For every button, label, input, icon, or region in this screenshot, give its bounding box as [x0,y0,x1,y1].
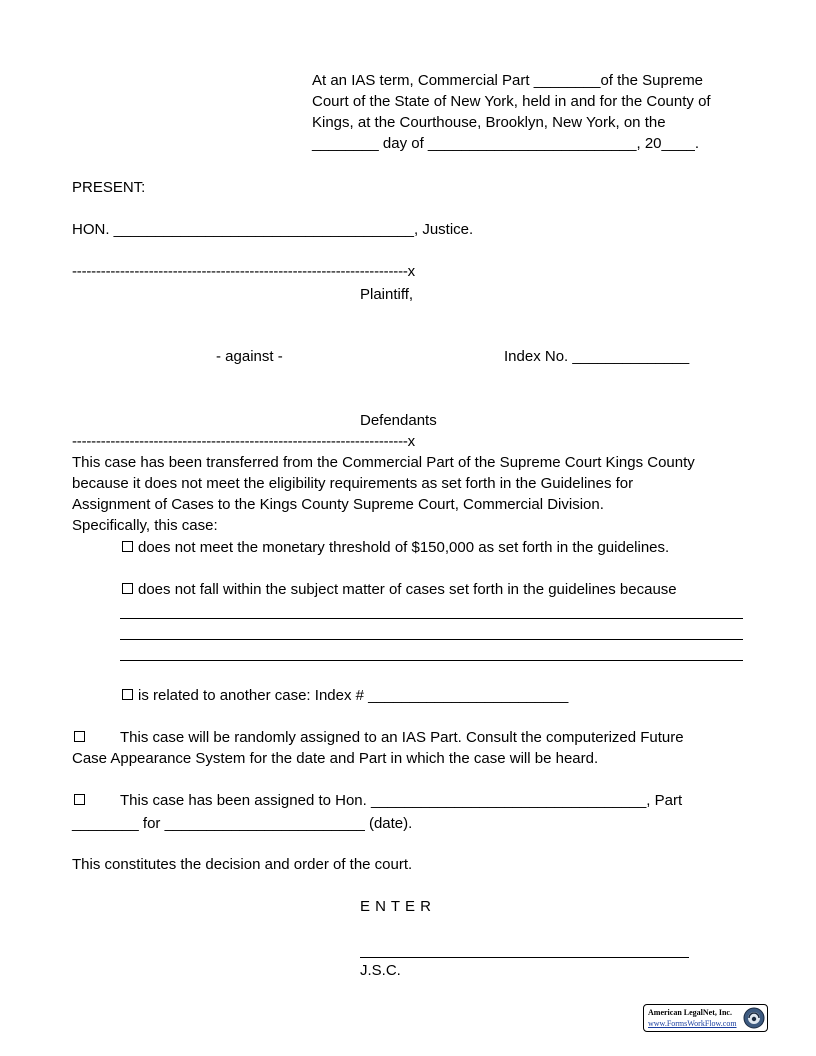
transfer-paragraph [72,452,752,536]
caption-line-1: At an IAS term, Commercial Part ________of the Supreme [312,72,704,89]
reason-blank-line-2[interactable] [120,639,743,640]
transfer-line-2: because it does not meet the eligibility requirements as set forth in the Guidelines for [72,475,634,492]
assigned-hon-line-2: ________ for ________________________ (date). [72,815,413,832]
random-assign-line-1: This case will be randomly assigned to an IAS Part. Consult the computerized Future [120,729,684,746]
caption-line-2: Court of the State of New York, held in and for the County of [312,93,711,110]
option-monetary [122,537,669,558]
against-label: - against - [216,348,283,365]
hon-justice-line: HON. ____________________________________, Justice. [72,221,474,238]
reason-blank-line-3[interactable] [120,660,743,661]
reason-blank-line-1[interactable] [120,618,743,619]
option-related [122,685,568,706]
caption-line-4: ________ day of _________________________, 20____. [312,135,700,152]
option-monetary-text: does not meet the monetary threshold of $150,000 as set forth in the guidelines. [138,539,670,556]
option-related-text: is related to another case: Index # ________________________ [138,687,569,704]
assigned-hon-line-1: This case has been assigned to Hon. _________________________________, Part [120,792,683,809]
related-case-checkbox[interactable] [122,689,133,700]
assigned-hon-paragraph [72,790,752,834]
enter-label: E N T E R [360,898,432,915]
separator-bottom: ----------------------------------------------------------------------x [72,433,415,450]
random-assign-paragraph [72,727,752,769]
logo-website-link[interactable]: www.FormsWorkFlow.com [648,1019,737,1028]
option-subject-matter [122,579,677,600]
defendants-label: Defendants [360,412,437,429]
signature-line[interactable] [360,957,689,958]
caption-line-3: Kings, at the Courthouse, Brooklyn, New York, on the [312,114,666,131]
logo-company-name: American LegalNet, Inc. [648,1008,732,1017]
american-legalnet-logo[interactable] [643,1004,768,1032]
subject-matter-checkbox[interactable] [122,583,133,594]
transfer-line-1: This case has been transferred from the Commercial Part of the Supreme Court Kings County [72,454,695,471]
court-caption [312,70,752,154]
transfer-line-4: Specifically, this case: [72,517,218,534]
index-number-line: Index No. ______________ [504,348,690,365]
decision-statement: This constitutes the decision and order of the court. [72,856,413,873]
option-subject-matter-text: does not fall within the subject matter of cases set forth in the guidelines because [138,581,677,598]
jsc-label: J.S.C. [360,962,401,979]
monetary-checkbox[interactable] [122,541,133,552]
random-assign-line-2: Case Appearance System for the date and Part in which the case will be heard. [72,750,599,767]
transfer-line-3: Assignment of Cases to the Kings County Supreme Court, Commercial Division. [72,496,604,513]
separator-top: ----------------------------------------------------------------------x [72,263,415,280]
plaintiff-label: Plaintiff, [360,286,414,303]
globe-icon [743,1007,765,1029]
present-label: PRESENT: [72,179,146,196]
